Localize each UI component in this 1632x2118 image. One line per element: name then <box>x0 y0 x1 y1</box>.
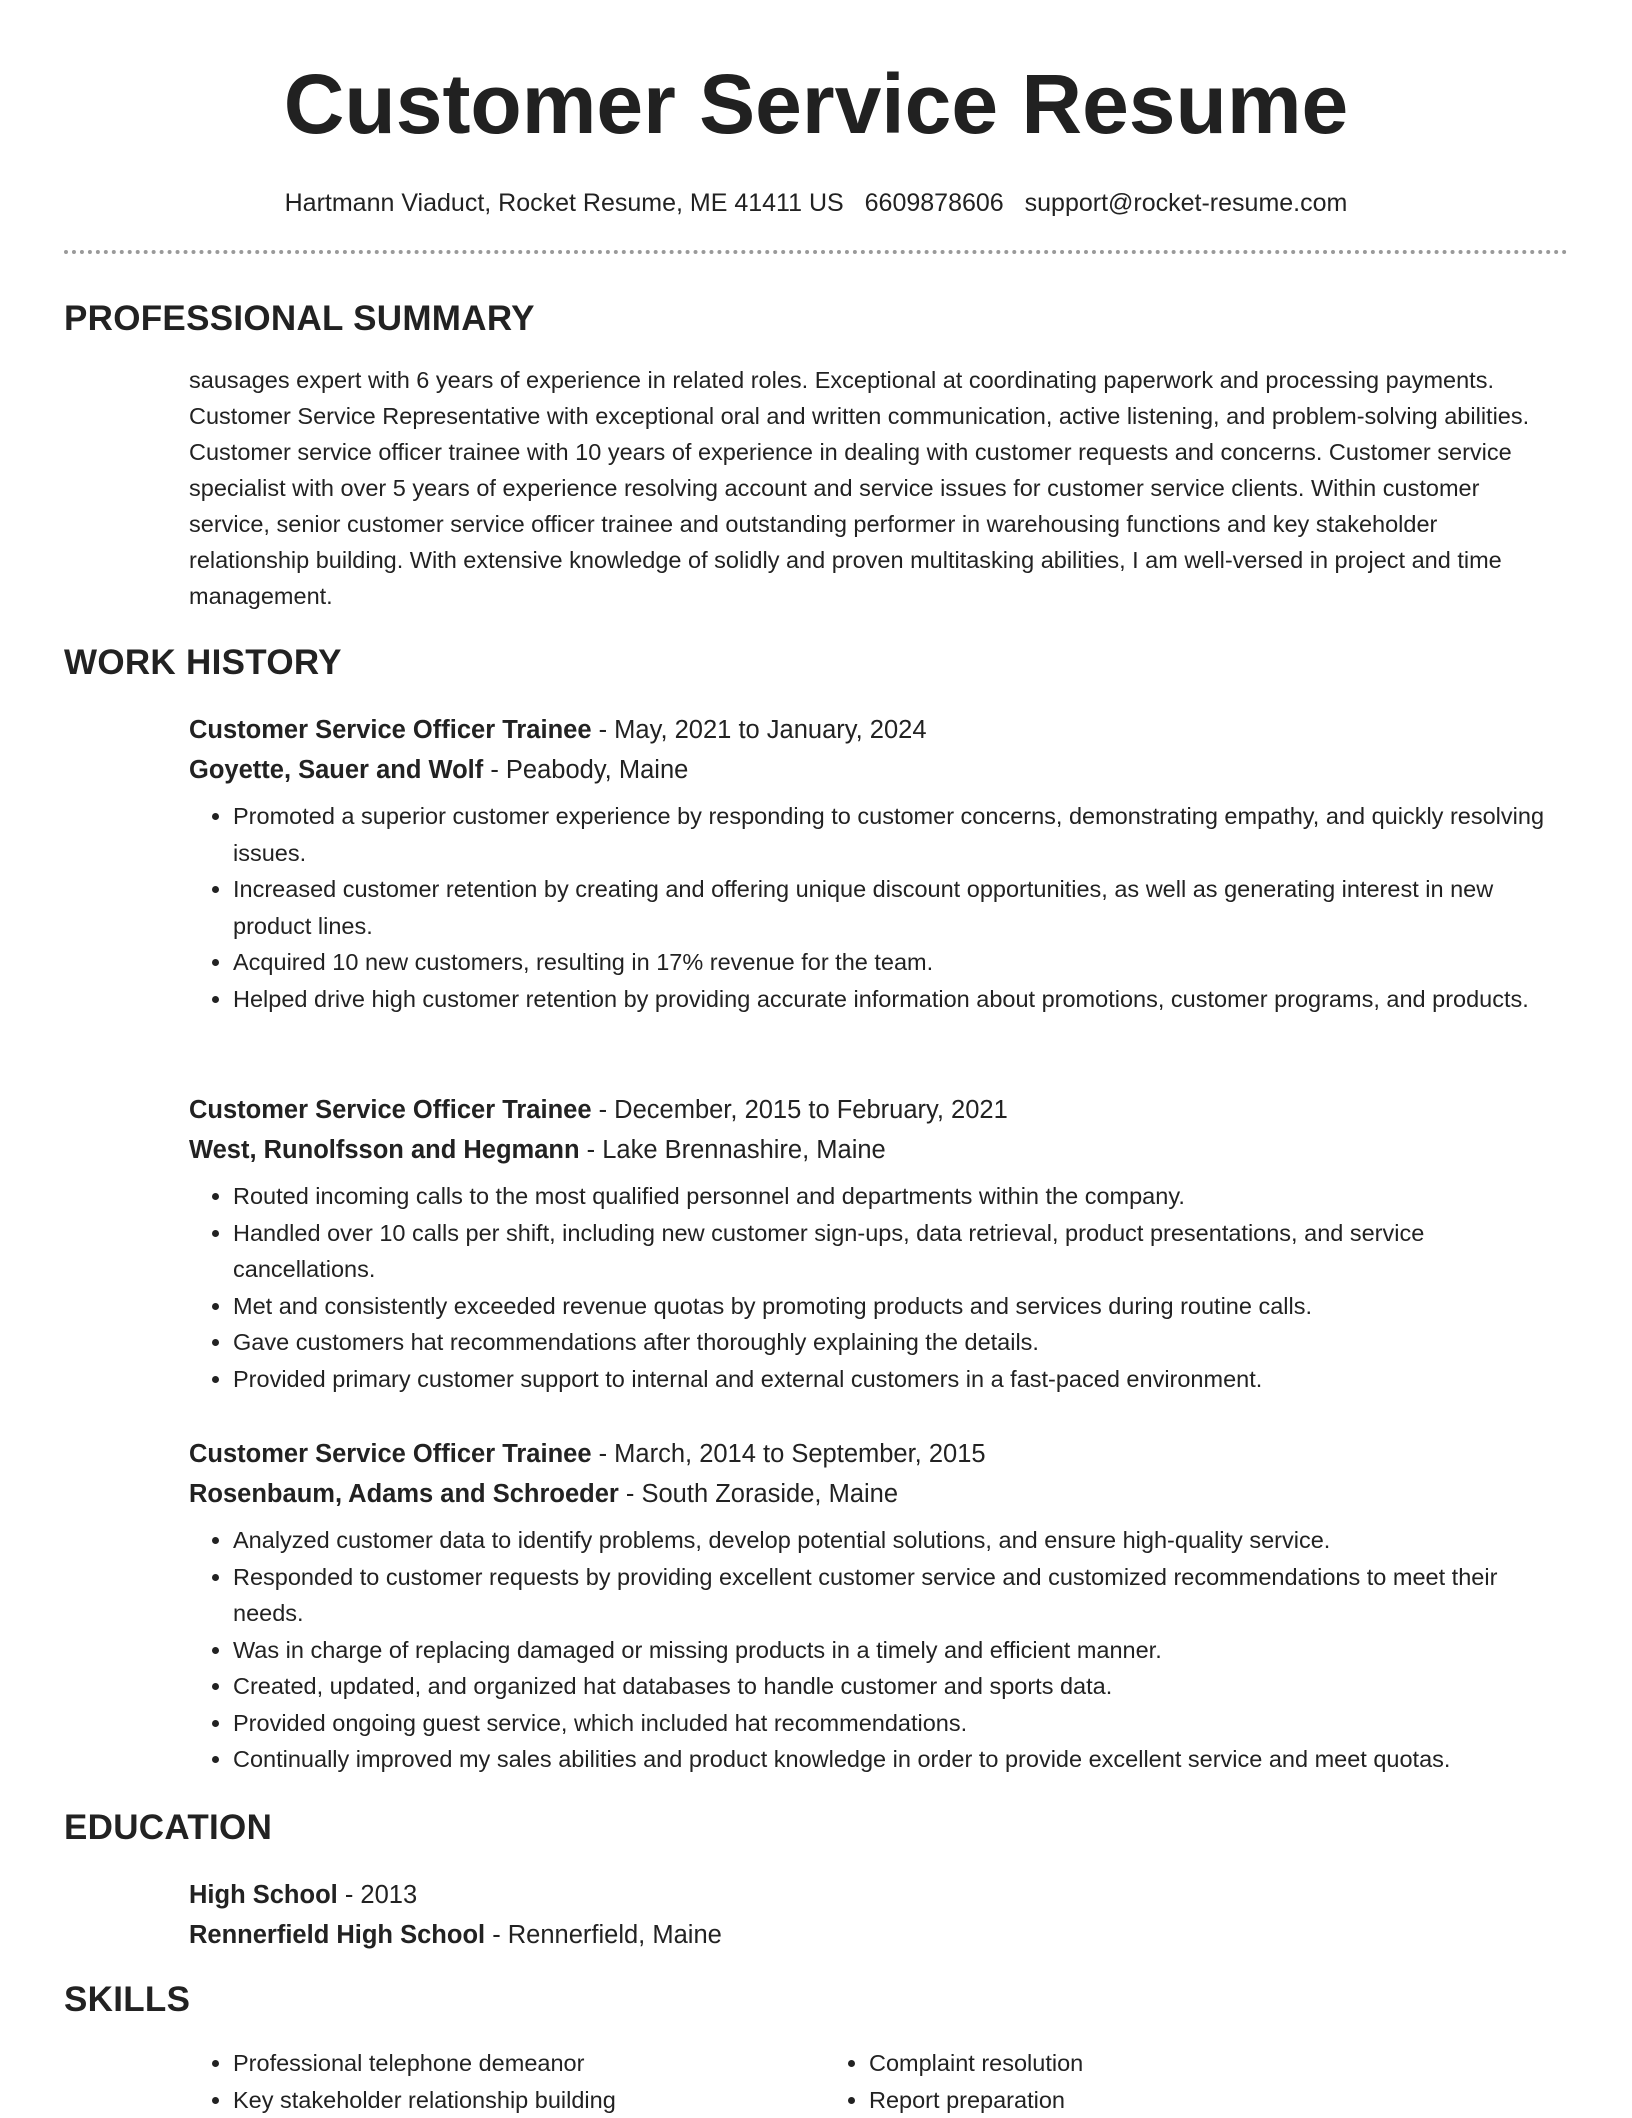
summary-heading: PROFESSIONAL SUMMARY <box>64 297 535 341</box>
education-degree: High School <box>189 1881 338 1909</box>
job-bullets <box>189 1178 1569 1397</box>
list-item: • Created, updated, and organized hat databases to handle customer and sports data. <box>233 1668 1569 1705</box>
list-item: • Gave customers hat recommendations after thoroughly explaining the details. <box>233 1324 1569 1361</box>
skills-heading: SKILLS <box>64 1978 190 2022</box>
list-item: • Provided ongoing guest service, which included hat recommendations. <box>233 1705 1569 1742</box>
job-title-line <box>189 1434 1569 1474</box>
contact-phone: 6609878606 <box>865 189 1004 217</box>
job-company-line <box>189 750 1569 790</box>
job-title: Customer Service Officer Trainee <box>189 716 592 744</box>
job-company: Goyette, Sauer and Wolf <box>189 756 483 784</box>
list-item: • Routed incoming calls to the most qualified personnel and departments within the company. <box>233 1178 1569 1215</box>
job-title-line <box>189 710 1569 750</box>
contact-email: support@rocket-resume.com <box>1025 189 1348 217</box>
job-title: Customer Service Officer Trainee <box>189 1096 592 1124</box>
resume-title: Customer Service Resume <box>0 52 1632 156</box>
education-year: - 2013 <box>338 1881 417 1909</box>
job-title: Customer Service Officer Trainee <box>189 1440 592 1468</box>
list-item: • Report preparation <box>869 2082 1461 2118</box>
skills-column-left <box>189 2045 825 2118</box>
job-entry-2 <box>189 1090 1569 1397</box>
job-dates: - March, 2014 to September, 2015 <box>592 1440 986 1468</box>
job-title-line <box>189 1090 1569 1130</box>
list-item: • Was in charge of replacing damaged or missing products in a timely and efficient manner. <box>233 1632 1569 1669</box>
job-location: - South Zoraside, Maine <box>619 1480 898 1508</box>
job-company-line <box>189 1474 1569 1514</box>
list-item: • Key stakeholder relationship building <box>233 2082 825 2118</box>
education-degree-line <box>189 1875 1569 1915</box>
list-item: • Increased customer retention by creating and offering unique discount opportunities, as well as generating interest in new product lines. <box>233 871 1569 944</box>
job-location: - Peabody, Maine <box>483 756 688 784</box>
list-item: • Acquired 10 new customers, resulting in 17% revenue for the team. <box>233 944 1569 981</box>
job-company-line <box>189 1130 1569 1170</box>
job-bullets <box>189 1522 1569 1778</box>
education-school-line <box>189 1915 1569 1955</box>
list-item: • Helped drive high customer retention by providing accurate information about promotions, customer programs, and products. <box>233 981 1569 1018</box>
list-item: • Promoted a superior customer experience by responding to customer concerns, demonstrating empathy, and quickly resolving issues. <box>233 798 1569 871</box>
summary-text: sausages expert with 6 years of experience in related roles. Exceptional at coordinating paperwork and processing payments. Customer Service Representative with exceptional oral and written communication, active listening, and problem-solving abilities. Customer service officer trainee with 10 years of experience in dealing with customer requests and concerns. Customer service specialist with over 5 years of experience resolving account and service issues for customer service clients. Within customer service, senior customer service officer trainee and outstanding performer in warehousing functions and key stakeholder relationship building. With extensive knowledge of solidly and proven multitasking abilities, I am well-versed in project and time management. <box>189 362 1559 614</box>
list-item: • Met and consistently exceeded revenue quotas by promoting products and services during routine calls. <box>233 1288 1569 1325</box>
header-divider <box>64 250 1568 254</box>
list-item: • Handled over 10 calls per shift, including new customer sign-ups, data retrieval, product presentations, and service cancellations. <box>233 1215 1569 1288</box>
list-item: • Complaint resolution <box>869 2045 1461 2082</box>
job-bullets <box>189 798 1569 1017</box>
job-company: Rosenbaum, Adams and Schroeder <box>189 1480 619 1508</box>
list-item: • Continually improved my sales abilities and product knowledge in order to provide excellent service and meet quotas. <box>233 1741 1569 1778</box>
contact-line <box>0 186 1632 220</box>
work-history-heading: WORK HISTORY <box>64 641 342 685</box>
education-entry <box>189 1875 1569 1955</box>
education-location: - Rennerfield, Maine <box>485 1921 722 1949</box>
job-entry-1 <box>189 710 1569 1017</box>
job-dates: - May, 2021 to January, 2024 <box>592 716 927 744</box>
list-item: • Analyzed customer data to identify problems, develop potential solutions, and ensure high-quality service. <box>233 1522 1569 1559</box>
job-company: West, Runolfsson and Hegmann <box>189 1136 580 1164</box>
job-dates: - December, 2015 to February, 2021 <box>592 1096 1008 1124</box>
skills-column-right <box>825 2045 1461 2118</box>
skills-list <box>189 2045 1569 2118</box>
education-school: Rennerfield High School <box>189 1921 485 1949</box>
contact-address: Hartmann Viaduct, Rocket Resume, ME 41411 US <box>285 189 844 217</box>
list-item: • Provided primary customer support to internal and external customers in a fast-paced environment. <box>233 1361 1569 1398</box>
list-item: • Professional telephone demeanor <box>233 2045 825 2082</box>
job-entry-3 <box>189 1434 1569 1778</box>
education-heading: EDUCATION <box>64 1806 272 1850</box>
job-location: - Lake Brennashire, Maine <box>580 1136 886 1164</box>
list-item: • Responded to customer requests by providing excellent customer service and customized recommendations to meet their needs. <box>233 1559 1569 1632</box>
resume-header <box>0 0 1632 220</box>
